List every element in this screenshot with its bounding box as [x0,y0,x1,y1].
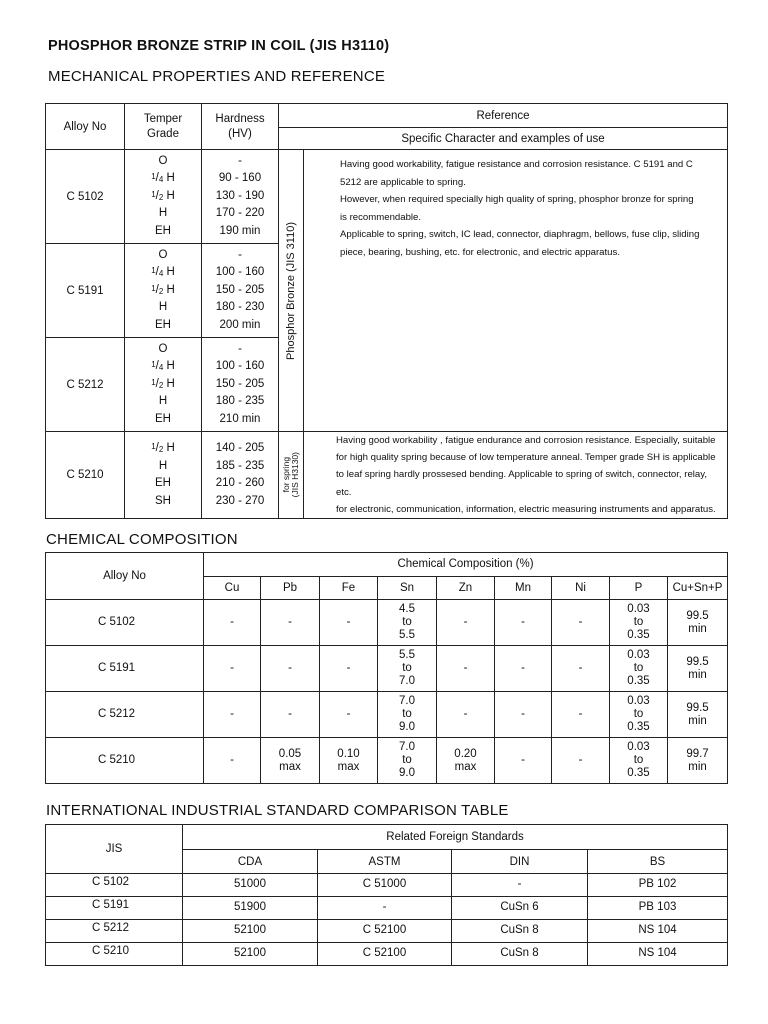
comp-row [46,943,728,966]
chem-header-alloy: Alloy No [46,553,204,600]
temper-grade: H [158,395,168,408]
temper-cell [125,338,202,432]
hardness-cell [202,432,279,519]
reference-line: Having good workability, fatigue resistance and corrosion resistance. C 5191 and C [340,159,693,170]
hardness-value: - [238,154,242,167]
mechanical-row [46,150,728,244]
temper-grade: SH [155,494,171,507]
reference-line: Applicable to spring, switch, IC lead, connector, diaphragm, bellows, fuse clip, sliding [340,229,700,240]
chem-column-header: Ni [552,577,610,600]
chem-value: - [552,646,610,692]
chem-row [46,692,728,738]
hardness-value: 150 - 205 [215,283,265,296]
temper-grade: H [158,207,168,220]
alloy-no: C 5102 [46,600,204,646]
temper-grade: O [158,248,168,261]
hardness-cell [202,150,279,244]
alloy-no: C 5102 [46,150,125,244]
chem-value: 99.5 min [668,600,728,646]
chem-value: - [320,600,378,646]
comp-value: C 52100 [318,943,452,966]
document-title: PHOSPHOR BRONZE STRIP IN COIL (JIS H3110) [48,38,390,54]
hardness-value: 100 - 160 [215,360,265,373]
chem-value: - [320,692,378,738]
chem-value: - [495,738,552,784]
chem-value: 0.05 max [261,738,320,784]
comp-value: CuSn 8 [452,920,588,943]
standard-comparison-table [45,824,728,966]
hardness-value: 130 - 190 [215,189,265,202]
hardness-cell [202,244,279,338]
alloy-no: C 5212 [46,338,125,432]
jis-no: C 5212 [46,920,183,943]
temper-cell [125,244,202,338]
chem-value: 99.5 min [668,646,728,692]
jis-no: C 5191 [46,897,183,920]
comp-column-header: BS [588,850,728,874]
hardness-value: 180 - 235 [215,395,265,408]
chem-value: 0.20 max [437,738,495,784]
temper-grade: $^1$/2 H [151,283,175,296]
temper-grade: $^1$/4 H [151,266,175,279]
chemical-heading: CHEMICAL COMPOSITION [46,531,238,548]
comparison-heading: INTERNATIONAL INDUSTRIAL STANDARD COMPARISON TABLE [46,802,509,819]
temper-grade: H [158,301,168,314]
temper-grade: $^1$/2 H [151,189,175,202]
reference-line: is recommendable. [340,211,422,223]
chem-value: - [204,692,261,738]
alloy-no: C 5191 [46,646,204,692]
comp-value: NS 104 [588,920,728,943]
chem-value: - [495,646,552,692]
chem-value: 7.0 to 9.0 [378,738,437,784]
chem-value: - [437,646,495,692]
header-reference: Reference [279,104,728,128]
chem-value: 4.5 to 5.5 [378,600,437,646]
temper-grade: $^1$/2 H [151,377,175,390]
chem-value: - [437,692,495,738]
reference-line: for electronic, communication, information, electric measuring instruments and apparatus. [336,503,716,515]
reference-line: to leaf spring hardly prossesed bending. Applicable to spring of switch, connector, relay, etc. [336,469,707,498]
mechanical-heading: MECHANICAL PROPERTIES AND REFERENCE [48,68,386,85]
chem-value: 99.5 min [668,692,728,738]
comp-value: C 51000 [318,874,452,897]
alloy-no: C 5210 [46,738,204,784]
temper-grade: O [158,154,168,167]
chem-value: - [552,600,610,646]
jis-no: C 5102 [46,874,183,897]
hardness-value: 180 - 230 [215,301,265,314]
chem-value: - [261,692,320,738]
chem-header-group: Chemical Composition (%) [204,553,728,577]
comp-column-header: DIN [452,850,588,874]
hardness-value: 170 - 220 [215,207,265,220]
hardness-value: 185 - 235 [215,459,265,472]
comp-value: CuSn 6 [452,897,588,920]
reference-line: Having good workability , fatigue endurance and corrosion resistance. Especially, suitable [336,435,716,446]
temper-grade: EH [155,318,171,331]
chem-row [46,600,728,646]
temper-grade: EH [155,224,171,237]
hardness-value: 200 min [219,318,261,331]
hardness-value: - [238,248,242,261]
chem-column-header: Cu+Sn+P [668,577,728,600]
chem-value: 0.03 to 0.35 [610,692,668,738]
chem-row [46,646,728,692]
comp-header-group: Related Foreign Standards [183,825,728,850]
vertical-label-2: for spring (JIS H3130) [281,452,300,498]
hardness-value: - [238,342,242,355]
temper-cell [125,432,202,519]
vertical-label: Phosphor Bronze (JIS 3110) [285,221,297,360]
reference-line: 5212 are applicable to spring. [340,176,466,188]
hardness-value: 210 - 260 [215,477,265,489]
chem-value: - [204,738,261,784]
chem-value: 0.10 max [320,738,378,784]
chem-value: 99.7 min [668,738,728,784]
hardness-value: 100 - 160 [215,266,265,279]
reference-text-2 [304,432,728,519]
comp-value: - [452,874,588,897]
reference-line: However, when required specially high quality of spring, phosphor bronze for spring [340,194,694,205]
chem-value: - [261,646,320,692]
reference-text-1 [304,150,728,432]
comp-column-header: ASTM [318,850,452,874]
chem-column-header: Zn [437,577,495,600]
jis-no: C 5210 [46,943,183,966]
comp-value: PB 103 [588,897,728,920]
mechanical-properties-table [45,103,728,519]
alloy-no: C 5212 [46,692,204,738]
temper-grade: $^1$/4 H [151,360,175,373]
temper-grade: $^1$/2 H [151,442,175,454]
chem-value: - [261,600,320,646]
temper-grade: O [158,342,168,355]
hardness-cell [202,338,279,432]
chem-value: - [320,646,378,692]
chem-value: 5.5 to 7.0 [378,646,437,692]
comp-value: PB 102 [588,874,728,897]
chem-value: 0.03 to 0.35 [610,600,668,646]
alloy-no: C 5191 [46,244,125,338]
hardness-value: 190 min [219,224,261,237]
comp-value: CuSn 8 [452,943,588,966]
chem-value: - [552,738,610,784]
hardness-value: 90 - 160 [218,172,262,185]
comp-row [46,897,728,920]
comp-value: NS 104 [588,943,728,966]
comp-value: 51900 [183,897,318,920]
comp-value: 52100 [183,920,318,943]
header-alloy-no: Alloy No [46,104,125,150]
comp-column-header: CDA [183,850,318,874]
chem-value: - [437,600,495,646]
mechanical-row [46,432,728,519]
hardness-value: 230 - 270 [215,494,265,507]
chem-row [46,738,728,784]
header-temper-grade: Temper Grade [125,104,202,150]
comp-value: 51000 [183,874,318,897]
header-hardness: Hardness (HV) [202,104,279,150]
hardness-value: 150 - 205 [215,377,265,390]
chem-value: 7.0 to 9.0 [378,692,437,738]
header-specific-character: Specific Character and examples of use [279,128,728,150]
reference-line: for high quality spring because of low temperature anneal. Temper grade SH is applicable [336,452,716,464]
chem-value: - [495,600,552,646]
temper-grade: EH [155,477,171,489]
chem-value: 0.03 to 0.35 [610,738,668,784]
chem-column-header: Fe [320,577,378,600]
chemical-composition-table [45,552,728,784]
hardness-value: 210 min [219,412,261,425]
temper-grade: EH [155,412,171,425]
vertical-label-cell [279,150,304,432]
comp-value: C 52100 [318,920,452,943]
reference-line: piece, bearing, bushing, etc. for electronic, and electric apparatus. [340,246,620,258]
comp-value: - [318,897,452,920]
chem-column-header: Sn [378,577,437,600]
temper-grade: H [158,459,168,472]
chem-value: - [552,692,610,738]
chem-column-header: P [610,577,668,600]
chem-value: 0.03 to 0.35 [610,646,668,692]
chem-column-header: Mn [495,577,552,600]
comp-row [46,874,728,897]
comp-row [46,920,728,943]
temper-cell [125,150,202,244]
chem-value: - [204,646,261,692]
comp-header-jis: JIS [46,825,183,874]
hardness-value: 140 - 205 [215,442,265,454]
comp-value: 52100 [183,943,318,966]
chem-column-header: Pb [261,577,320,600]
alloy-no: C 5210 [46,432,125,519]
chem-column-header: Cu [204,577,261,600]
chem-value: - [495,692,552,738]
temper-grade: $^1$/4 H [151,172,175,185]
vertical-label-cell-2 [279,432,304,519]
chem-value: - [204,600,261,646]
